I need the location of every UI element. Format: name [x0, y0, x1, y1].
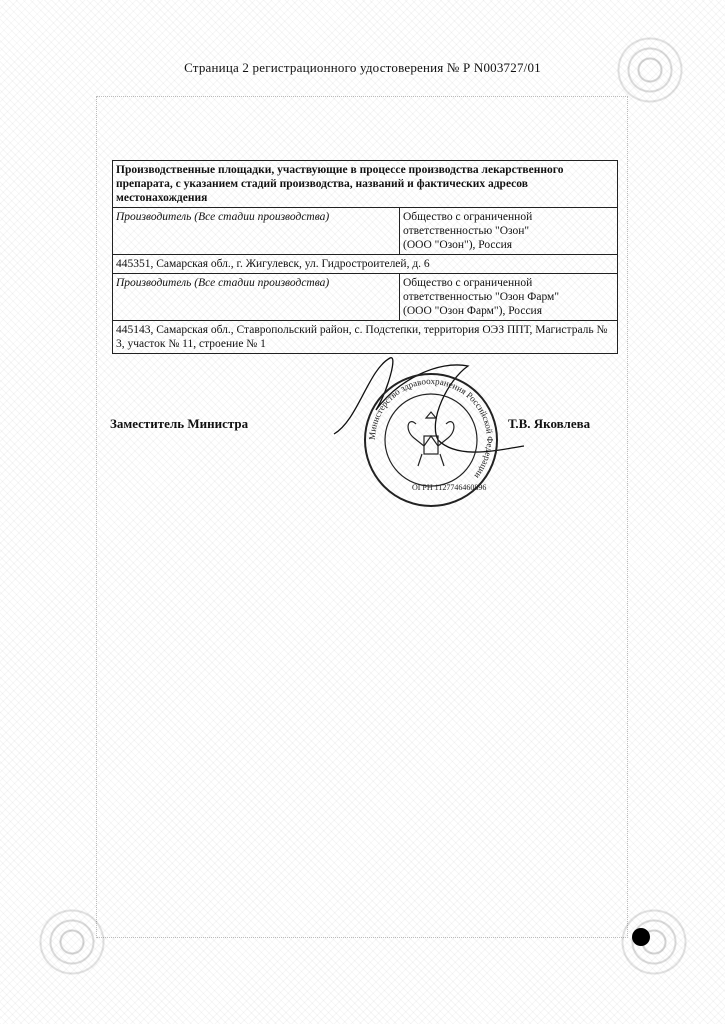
- stamp-inner-text: ОГРН 1127746460896: [412, 483, 487, 492]
- company-line: Общество с ограниченной: [403, 277, 533, 289]
- signatory-position: Заместитель Министра: [110, 416, 249, 431]
- punch-hole: [632, 928, 650, 946]
- table-row: [113, 208, 618, 255]
- manufacturer-role: Производитель (Все стадии производства): [113, 274, 400, 321]
- table-row: [113, 321, 618, 354]
- coat-of-arms-icon: [408, 412, 454, 466]
- official-stamp: [328, 350, 538, 520]
- manufacturer-role: Производитель (Все стадии производства): [113, 208, 400, 255]
- signatory-name: Т.В. Яковлева: [508, 416, 591, 431]
- manufacturer-company: [400, 208, 618, 255]
- corner-rosette-bottom-left: [30, 900, 114, 984]
- table-row: [113, 255, 618, 274]
- company-line: (ООО "Озон Фарм"), Россия: [403, 305, 542, 317]
- manufacturer-company: [400, 274, 618, 321]
- production-sites-table: [112, 160, 618, 354]
- table-heading-row: [113, 161, 618, 208]
- company-line: Общество с ограниченной: [403, 211, 533, 223]
- company-line: ответственностью "Озон Фарм": [403, 291, 560, 303]
- company-line: (ООО "Озон"), Россия: [403, 239, 513, 251]
- stamp-ring-text: Министерство здравоохранения Российской Федерации: [366, 375, 496, 481]
- page-header: Страница 2 регистрационного удостоверения № Р N003727/01: [184, 60, 541, 75]
- company-line: ответственностью "Озон": [403, 225, 530, 237]
- table-heading: Производственные площадки, участвующие в процессе производства лекарственного препарата, с указанием стадий производства, названий и фактических адресов местонахождения: [113, 161, 618, 208]
- manufacturer-address: 445143, Самарская обл., Ставропольский район, с. Подстепки, территория ОЭЗ ППТ, Магистраль № 3, участок № 11, строение № 1: [113, 321, 618, 354]
- table-row: [113, 274, 618, 321]
- corner-rosette-bottom-right: [612, 900, 696, 984]
- manufacturer-address: 445351, Самарская обл., г. Жигулевск, ул. Гидростроителей, д. 6: [113, 255, 618, 274]
